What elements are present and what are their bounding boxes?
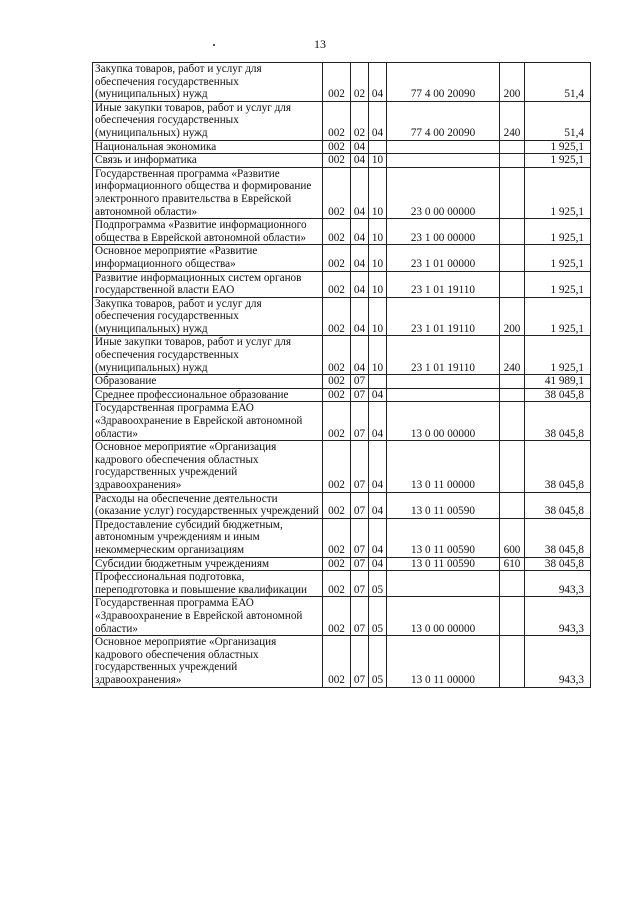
row-ministry-cell: 002: [323, 597, 351, 636]
row-name-cell: Подпрограмма «Развитие информационного общества в Еврейской автономной области»: [93, 219, 323, 245]
row-amount-cell: 1 925,1: [525, 167, 591, 218]
row-subsection-cell: 05: [369, 597, 387, 636]
row-ministry-cell: 002: [323, 219, 351, 245]
row-target-article-cell: [387, 571, 500, 597]
row-target-article-cell: 23 1 01 19110: [387, 297, 500, 336]
table-row: [93, 167, 591, 218]
row-name-cell: Основное мероприятие «Организация кадрового обеспечения областных государственных учреждений здравоохранения»: [93, 636, 323, 687]
row-subsection-cell: 10: [369, 154, 387, 168]
table-row: [93, 441, 591, 492]
row-name-cell: Образование: [93, 375, 323, 389]
row-name-cell: Связь и информатика: [93, 154, 323, 168]
row-name-cell: Национальная экономика: [93, 140, 323, 154]
row-expense-type-cell: 600: [500, 518, 525, 557]
table-row: [93, 636, 591, 687]
table-row: [93, 245, 591, 271]
row-amount-cell: 38 045,8: [525, 557, 591, 571]
row-amount-cell: 943,3: [525, 571, 591, 597]
row-amount-cell: 38 045,8: [525, 402, 591, 441]
row-ministry-cell: 002: [323, 375, 351, 389]
table-row: [93, 402, 591, 441]
row-amount-cell: 51,4: [525, 101, 591, 140]
table-row: [93, 388, 591, 402]
row-subsection-cell: 04: [369, 557, 387, 571]
row-expense-type-cell: [500, 402, 525, 441]
row-amount-cell: 943,3: [525, 636, 591, 687]
row-section-cell: 04: [351, 297, 369, 336]
row-amount-cell: 943,3: [525, 597, 591, 636]
row-amount-cell: 1 925,1: [525, 245, 591, 271]
row-section-cell: 04: [351, 336, 369, 375]
row-subsection-cell: 04: [369, 388, 387, 402]
row-subsection-cell: 10: [369, 219, 387, 245]
row-subsection-cell: 05: [369, 636, 387, 687]
row-ministry-cell: 002: [323, 441, 351, 492]
row-subsection-cell: 04: [369, 441, 387, 492]
row-subsection-cell: 10: [369, 167, 387, 218]
row-section-cell: 07: [351, 441, 369, 492]
row-amount-cell: 1 925,1: [525, 336, 591, 375]
row-expense-type-cell: [500, 571, 525, 597]
row-expense-type-cell: [500, 154, 525, 168]
row-ministry-cell: 002: [323, 101, 351, 140]
row-expense-type-cell: [500, 167, 525, 218]
row-section-cell: 07: [351, 557, 369, 571]
row-ministry-cell: 002: [323, 388, 351, 402]
row-ministry-cell: 002: [323, 245, 351, 271]
row-ministry-cell: 002: [323, 154, 351, 168]
row-target-article-cell: 23 1 00 00000: [387, 219, 500, 245]
row-section-cell: 04: [351, 140, 369, 154]
table-row: [93, 154, 591, 168]
table-row: [93, 336, 591, 375]
table-row: [93, 518, 591, 557]
row-amount-cell: 1 925,1: [525, 154, 591, 168]
row-name-cell: Государственная программа «Развитие информационного общества и формирование электронного правительства в Еврейской автономной области»: [93, 167, 323, 218]
row-expense-type-cell: [500, 597, 525, 636]
row-target-article-cell: 13 0 11 00000: [387, 441, 500, 492]
row-subsection-cell: 04: [369, 63, 387, 102]
row-target-article-cell: [387, 154, 500, 168]
row-subsection-cell: 04: [369, 402, 387, 441]
row-expense-type-cell: [500, 375, 525, 389]
row-amount-cell: 1 925,1: [525, 297, 591, 336]
row-expense-type-cell: [500, 492, 525, 518]
row-amount-cell: 51,4: [525, 63, 591, 102]
row-name-cell: Развитие информационных систем органов государственной власти ЕАО: [93, 271, 323, 297]
row-name-cell: Расходы на обеспечение деятельности (оказание услуг) государственных учреждений: [93, 492, 323, 518]
row-section-cell: 04: [351, 154, 369, 168]
scan-speck: [213, 44, 215, 46]
row-section-cell: 07: [351, 375, 369, 389]
row-expense-type-cell: [500, 388, 525, 402]
row-section-cell: 07: [351, 636, 369, 687]
row-target-article-cell: 23 1 01 19110: [387, 336, 500, 375]
row-amount-cell: 38 045,8: [525, 518, 591, 557]
row-subsection-cell: 10: [369, 336, 387, 375]
row-subsection-cell: [369, 375, 387, 389]
row-target-article-cell: 13 0 11 00590: [387, 492, 500, 518]
row-expense-type-cell: [500, 245, 525, 271]
row-section-cell: 04: [351, 245, 369, 271]
row-target-article-cell: 77 4 00 20090: [387, 101, 500, 140]
row-section-cell: 07: [351, 571, 369, 597]
row-target-article-cell: 13 0 00 00000: [387, 597, 500, 636]
row-name-cell: Иные закупки товаров, работ и услуг для обеспечения государственных (муниципальных) нужд: [93, 336, 323, 375]
row-target-article-cell: 23 1 01 19110: [387, 271, 500, 297]
row-ministry-cell: 002: [323, 297, 351, 336]
row-ministry-cell: 002: [323, 518, 351, 557]
table-row: [93, 101, 591, 140]
table-row: [93, 219, 591, 245]
row-section-cell: 04: [351, 167, 369, 218]
row-name-cell: Иные закупки товаров, работ и услуг для обеспечения государственных (муниципальных) нужд: [93, 101, 323, 140]
row-target-article-cell: [387, 388, 500, 402]
row-subsection-cell: 04: [369, 518, 387, 557]
row-name-cell: Среднее профессиональное образование: [93, 388, 323, 402]
row-amount-cell: 1 925,1: [525, 219, 591, 245]
row-target-article-cell: 13 0 11 00000: [387, 636, 500, 687]
row-target-article-cell: 13 0 00 00000: [387, 402, 500, 441]
row-ministry-cell: 002: [323, 336, 351, 375]
row-target-article-cell: 23 1 01 00000: [387, 245, 500, 271]
row-expense-type-cell: [500, 271, 525, 297]
row-subsection-cell: [369, 140, 387, 154]
row-target-article-cell: 77 4 00 20090: [387, 63, 500, 102]
row-ministry-cell: 002: [323, 402, 351, 441]
row-ministry-cell: 002: [323, 271, 351, 297]
row-target-article-cell: 13 0 11 00590: [387, 557, 500, 571]
row-ministry-cell: 002: [323, 492, 351, 518]
budget-table-body: [93, 63, 591, 688]
row-expense-type-cell: 240: [500, 336, 525, 375]
row-section-cell: 04: [351, 219, 369, 245]
row-name-cell: Профессиональная подготовка, переподготовка и повышение квалификации: [93, 571, 323, 597]
row-target-article-cell: 13 0 11 00590: [387, 518, 500, 557]
table-row: [93, 63, 591, 102]
row-target-article-cell: [387, 140, 500, 154]
row-target-article-cell: [387, 375, 500, 389]
budget-table: [92, 62, 591, 688]
row-section-cell: 07: [351, 518, 369, 557]
row-section-cell: 07: [351, 388, 369, 402]
row-amount-cell: 38 045,8: [525, 388, 591, 402]
table-row: [93, 492, 591, 518]
row-ministry-cell: 002: [323, 557, 351, 571]
row-ministry-cell: 002: [323, 636, 351, 687]
row-expense-type-cell: [500, 636, 525, 687]
row-amount-cell: 41 989,1: [525, 375, 591, 389]
row-expense-type-cell: [500, 441, 525, 492]
row-target-article-cell: 23 0 00 00000: [387, 167, 500, 218]
page-number: 13: [314, 37, 326, 51]
table-row: [93, 140, 591, 154]
row-ministry-cell: 002: [323, 571, 351, 597]
table-row: [93, 557, 591, 571]
row-subsection-cell: 10: [369, 245, 387, 271]
row-expense-type-cell: [500, 219, 525, 245]
row-expense-type-cell: 240: [500, 101, 525, 140]
row-ministry-cell: 002: [323, 63, 351, 102]
table-row: [93, 297, 591, 336]
row-subsection-cell: 10: [369, 271, 387, 297]
table-row: [93, 375, 591, 389]
row-name-cell: Основное мероприятие «Организация кадрового обеспечения областных государственных учреждений здравоохранения»: [93, 441, 323, 492]
row-section-cell: 02: [351, 63, 369, 102]
row-section-cell: 02: [351, 101, 369, 140]
row-subsection-cell: 04: [369, 101, 387, 140]
row-section-cell: 04: [351, 271, 369, 297]
row-expense-type-cell: 200: [500, 63, 525, 102]
row-name-cell: Основное мероприятие «Развитие информационного общества»: [93, 245, 323, 271]
row-subsection-cell: 04: [369, 492, 387, 518]
row-subsection-cell: 05: [369, 571, 387, 597]
row-section-cell: 07: [351, 597, 369, 636]
row-name-cell: Предоставление субсидий бюджетным, автономным учреждениям и иным некоммерческим организациям: [93, 518, 323, 557]
row-section-cell: 07: [351, 492, 369, 518]
row-name-cell: Закупка товаров, работ и услуг для обеспечения государственных (муниципальных) нужд: [93, 297, 323, 336]
row-section-cell: 07: [351, 402, 369, 441]
row-expense-type-cell: 610: [500, 557, 525, 571]
row-name-cell: Субсидии бюджетным учреждениям: [93, 557, 323, 571]
row-expense-type-cell: 200: [500, 297, 525, 336]
table-row: [93, 571, 591, 597]
row-amount-cell: 1 925,1: [525, 271, 591, 297]
row-amount-cell: 38 045,8: [525, 441, 591, 492]
row-amount-cell: 1 925,1: [525, 140, 591, 154]
row-amount-cell: 38 045,8: [525, 492, 591, 518]
row-name-cell: Государственная программа ЕАО «Здравоохранение в Еврейской автономной области»: [93, 597, 323, 636]
row-name-cell: Закупка товаров, работ и услуг для обеспечения государственных (муниципальных) нужд: [93, 63, 323, 102]
table-row: [93, 597, 591, 636]
row-name-cell: Государственная программа ЕАО «Здравоохранение в Еврейской автономной области»: [93, 402, 323, 441]
row-subsection-cell: 10: [369, 297, 387, 336]
row-expense-type-cell: [500, 140, 525, 154]
row-ministry-cell: 002: [323, 167, 351, 218]
row-ministry-cell: 002: [323, 140, 351, 154]
table-row: [93, 271, 591, 297]
